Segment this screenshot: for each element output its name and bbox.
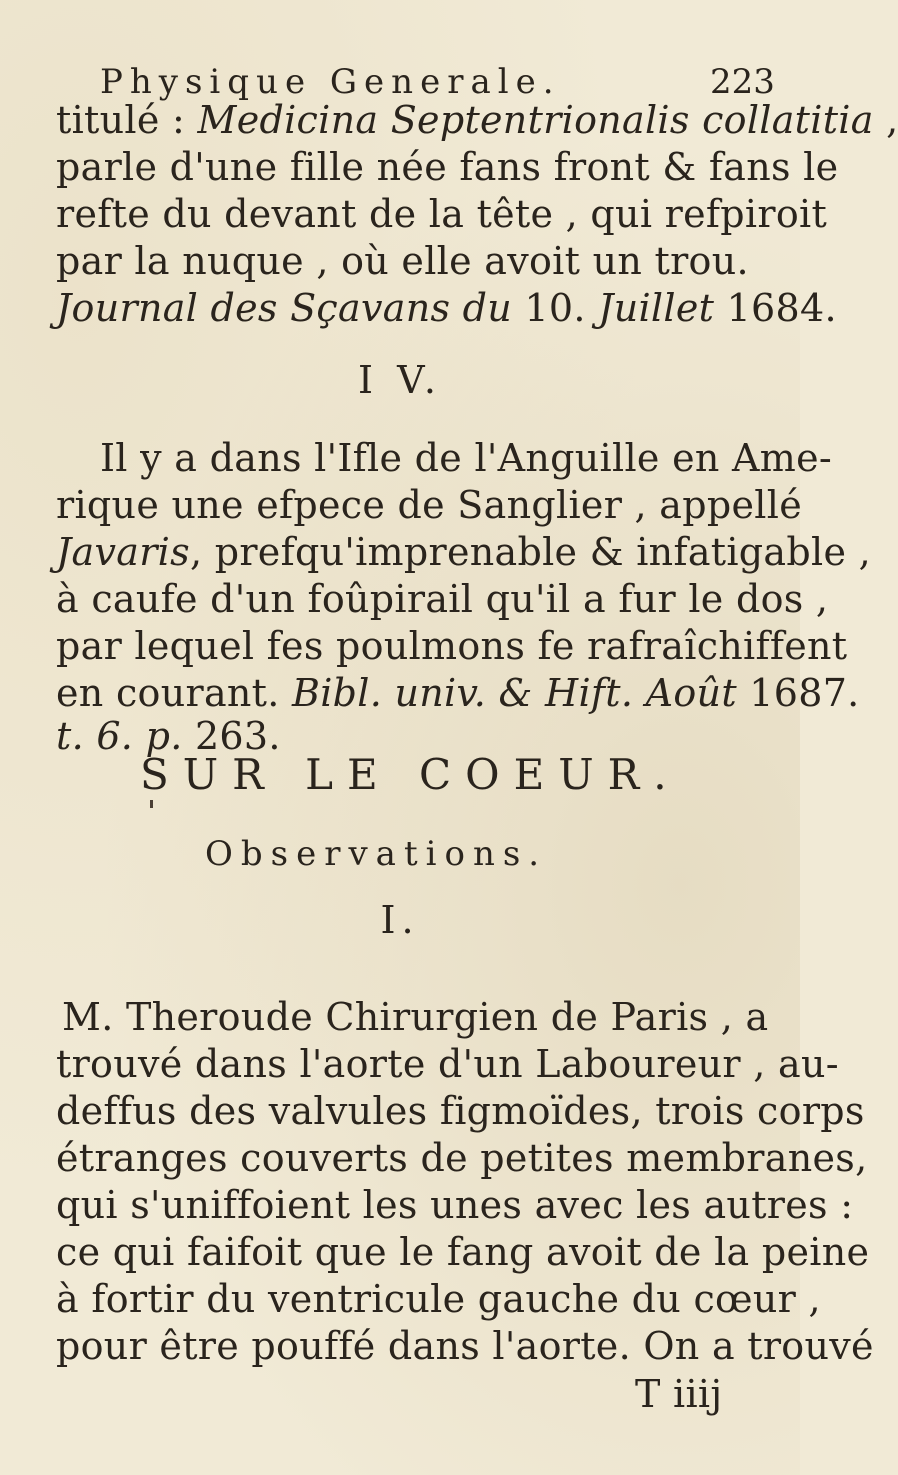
text-line: qui s'uniffoient les unes avec les autres : xyxy=(56,1183,854,1227)
text-line: parle d'une fille née fans front & fans le xyxy=(56,145,839,189)
text-line: à fortir du ventricule gauche du cœur , xyxy=(56,1277,821,1321)
heading-sur-le-coeur: SUR LE COEUR. xyxy=(140,750,681,799)
section-number-i: I. xyxy=(380,898,420,942)
text-line: M. Theroude Chirurgien de Paris , a xyxy=(62,995,769,1039)
text-line: Il y a dans l'Ifle de l'Anguille en Ame- xyxy=(100,436,833,480)
citation-page-ref: t. 6. p. 263. xyxy=(56,714,281,758)
text-line: pour être pouffé dans l'aorte. On a trouvé xyxy=(56,1324,874,1368)
text-line: deffus des valvules figmoïdes, trois corps xyxy=(56,1089,865,1133)
print-mark xyxy=(150,800,153,808)
text-line: Javaris, prefqu'imprenable & infatigable , xyxy=(56,530,872,574)
citation-journal: Journal des Sçavans du 10. Juillet 1684. xyxy=(56,286,837,330)
running-head: Physique Generale. xyxy=(100,62,561,102)
text-line: étranges couverts de petites membranes, xyxy=(56,1136,868,1180)
page-number: 223 xyxy=(710,62,775,102)
heading-observations: Observations. xyxy=(205,834,548,874)
text-line: ce qui faifoit que le fang avoit de la peine xyxy=(56,1230,870,1274)
section-number-iv: I V. xyxy=(358,358,442,402)
text-line: trouvé dans l'aorte d'un Laboureur , au- xyxy=(56,1042,839,1086)
signature-mark: T iiij xyxy=(635,1372,723,1416)
text-line: rique une efpece de Sanglier , appellé xyxy=(56,483,802,527)
text-line: refte du devant de la tête , qui refpiroit xyxy=(56,192,828,236)
text-line: par la nuque , où elle avoit un trou. xyxy=(56,239,749,283)
text-line: par lequel fes poulmons fe rafraîchiffent xyxy=(56,624,848,668)
citation-bibl: en courant. Bibl. univ. & Hift. Août 1687. xyxy=(56,671,860,715)
text-line: à caufe d'un foûpirail qu'il a fur le dos , xyxy=(56,577,829,621)
text-line: titulé : Medicina Septentrionalis collatitia , xyxy=(56,98,898,142)
